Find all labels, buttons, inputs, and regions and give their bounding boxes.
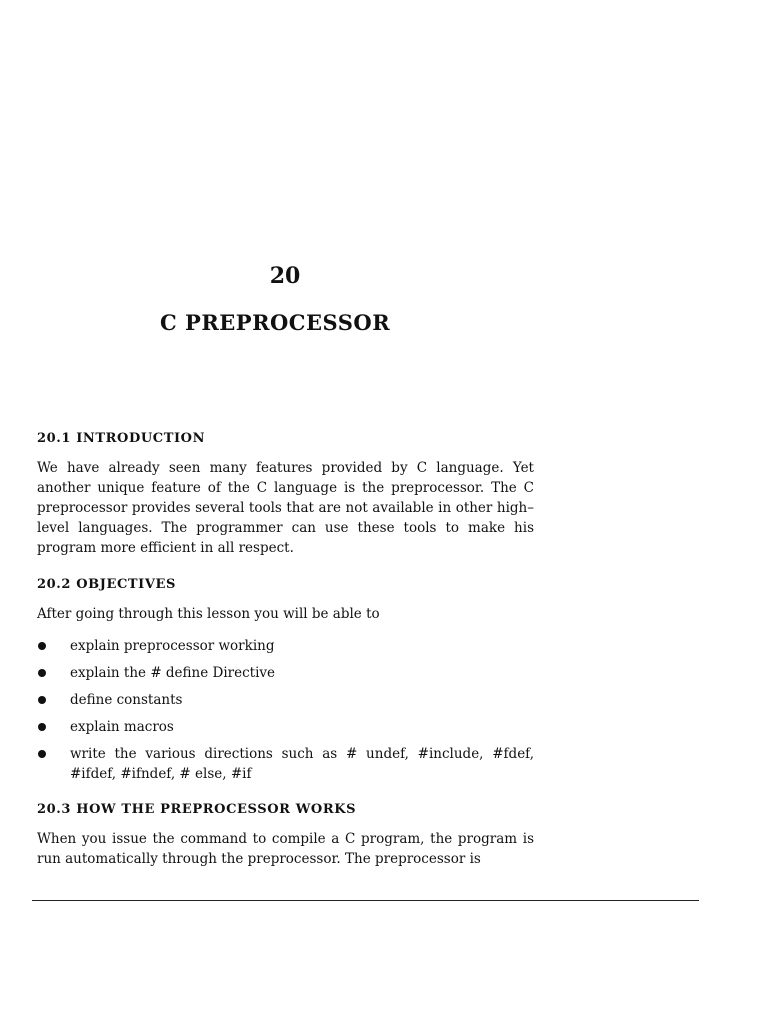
list-item xyxy=(37,690,534,710)
section-introduction xyxy=(37,431,534,558)
section-how-preprocessor-works xyxy=(37,802,534,869)
bullet-icon xyxy=(38,642,46,650)
chapter-number: 20 xyxy=(269,263,301,289)
chapter-title: C PREPROCESSOR xyxy=(160,310,391,335)
list-item xyxy=(37,636,534,656)
section-objectives xyxy=(37,577,534,791)
list-item xyxy=(37,744,534,784)
list-item-text: define constants xyxy=(70,692,183,708)
section-heading-how-preprocessor-works: 20.3 HOW THE PREPROCESSOR WORKS xyxy=(37,802,357,817)
page-footer-divider xyxy=(32,900,699,901)
list-item xyxy=(37,717,534,737)
bullet-icon xyxy=(38,669,46,677)
list-item-text: write the various directions such as # undef, #include, #fdef, #ifdef, #ifndef, # else, #if xyxy=(70,746,534,782)
list-item-text: explain macros xyxy=(70,719,174,735)
introduction-paragraph: We have already seen many features provided by C language. Yet another unique feature of the C language is the preprocessor. The C preprocessor provides several tools that are not available in other high–level languages. The programmer can use these tools to make his program more efficient in all respect. xyxy=(37,460,534,556)
list-item xyxy=(37,663,534,683)
list-item-text: explain preprocessor working xyxy=(70,638,275,654)
list-item-text: explain the # define Directive xyxy=(70,665,276,681)
bullet-icon xyxy=(38,750,46,758)
section-heading-objectives: 20.2 OBJECTIVES xyxy=(37,577,177,592)
section-heading-introduction: 20.1 INTRODUCTION xyxy=(37,431,206,446)
objectives-list xyxy=(37,636,534,784)
bullet-icon xyxy=(38,723,46,731)
bullet-icon xyxy=(38,696,46,704)
objectives-intro: After going through this lesson you will be able to xyxy=(37,606,380,622)
how-preprocessor-works-paragraph: When you issue the command to compile a C program, the program is run automatically through the preprocessor. The preprocessor is xyxy=(37,831,534,867)
